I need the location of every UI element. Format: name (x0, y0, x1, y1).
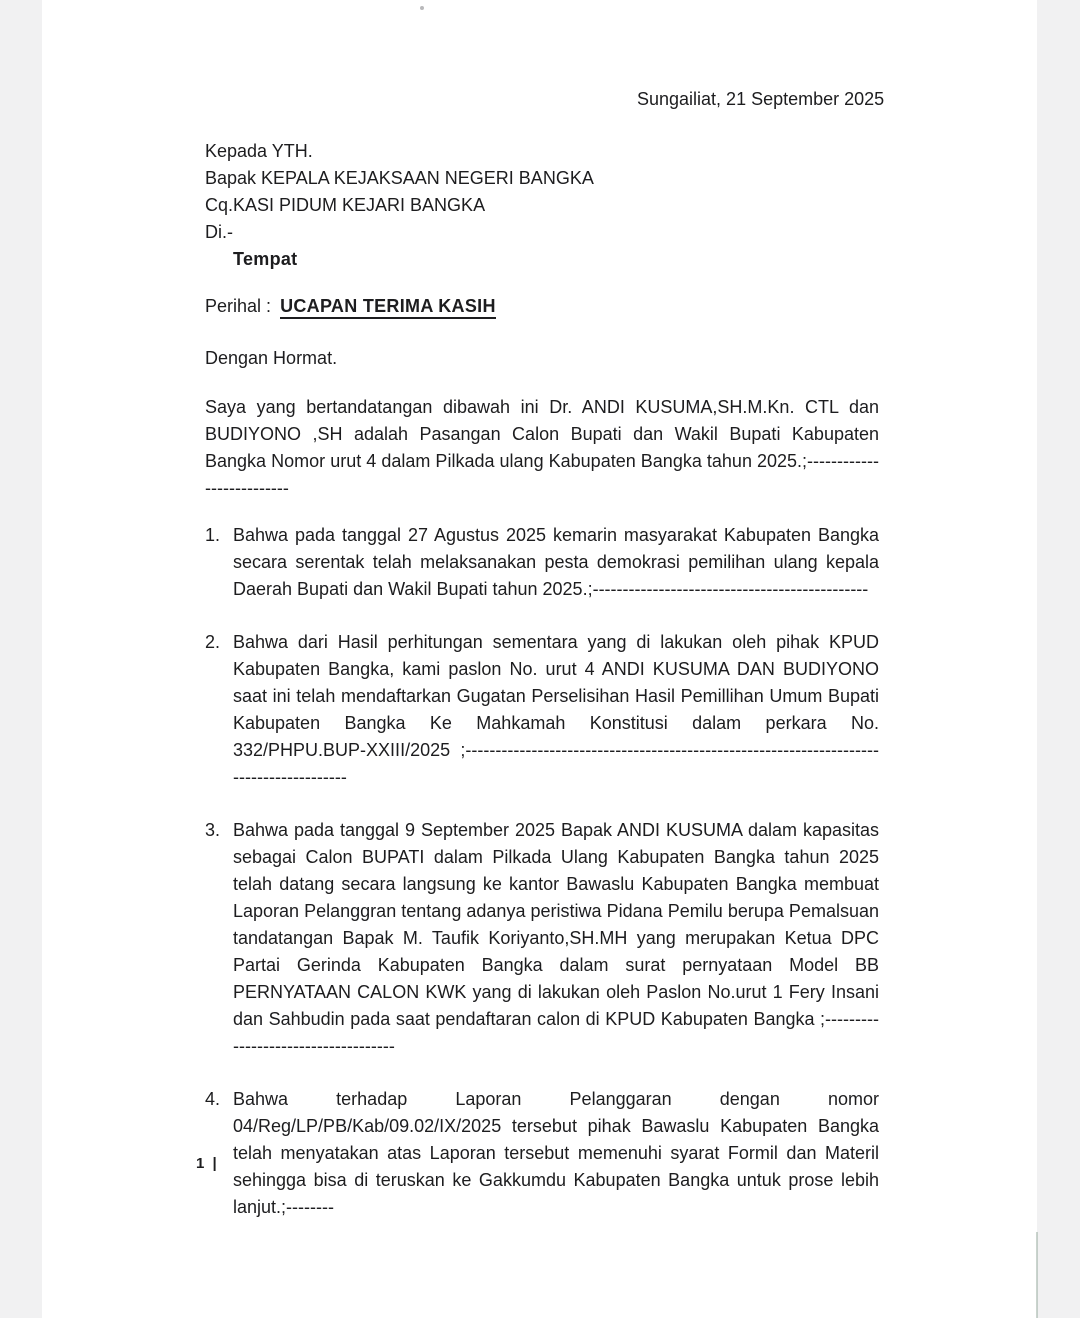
item-text: Bahwa dari Hasil perhitungan sementara yang di lakukan oleh pihak KPUD Kabupaten Bangka, kami paslon No. urut 4 ANDI KUSUMA DAN BUDIYONO saat ini telah mendaftarkan Gugatan Perselisihan Hasil Pemillihan Umum Bupati Kabupaten Bangka Ke Mahkamah Konstitusi dalam perkara No. 332/PHPU.BUP-XXIII/2025 ;---------------------------------------------------------------------------------------- (233, 632, 879, 787)
item-number: 4. (205, 1089, 221, 1109)
numbered-item-1 (205, 522, 879, 603)
recipient-name-line: Bapak KEPALA KEJAKSAAN NEGERI BANGKA (205, 168, 594, 188)
opening-paragraph: Saya yang bertandatangan dibawah ini Dr. ANDI KUSUMA,SH.M.Kn. CTL dan BUDIYONO ,SH adalah Pasangan Calon Bupati dan Wakil Bupati Kabupaten Bangka Nomor urut 4 dalam Pilkada ulang Kabupaten Bangka tahun 2025.;-------------------------- (205, 397, 879, 498)
scan-speck (420, 6, 424, 10)
salutation: Dengan Hormat. (205, 348, 338, 368)
recipient-place-line: Tempat (233, 249, 298, 269)
item-number: 2. (205, 632, 221, 652)
scan-edge-artifact (1036, 1232, 1038, 1318)
item-number: 1. (205, 525, 221, 545)
subject-value: UCAPAN TERIMA KASIH (280, 296, 496, 319)
item-text: Bahwa pada tanggal 27 Agustus 2025 kemarin masyarakat Kabupaten Bangka secara serentak telah melaksanakan pesta demokrasi pemilihan ulang kepala Daerah Bupati dan Wakil Bupati tahun 2025.;---------------------------------------------- (233, 525, 879, 599)
item-text: Bahwa pada tanggal 9 September 2025 Bapak ANDI KUSUMA dalam kapasitas sebagai Calon BUPATI dalam Pilkada Ulang Kabupaten Bangka tahun 2025 telah datang secara langsung ke kantor Bawaslu Kabupaten Bangka membuat Laporan Pelanggran tentang adanya peristiwa Pidana Pemilu berupa Pemalsuan tandatangan Bapak M. Taufik Koriyanto,SH.MH yang merupakan Ketua DPC Partai Gerinda Kabupaten Bangka dalam surat pernyataan Model BB PERNYATAAN CALON KWK yang di lakukan oleh Paslon No.urut 1 Fery Insani dan Sahbudin pada saat pendaftaran calon di KPUD Kabupaten Bangka ;------------------------------------ (233, 820, 879, 1056)
recipient-salutation-line: Kepada YTH. (205, 141, 313, 161)
recipient-cq-line: Cq.KASI PIDUM KEJARI BANGKA (205, 195, 486, 215)
item-number: 3. (205, 820, 221, 840)
item-text: Bahwa terhadap Laporan Pelanggaran dengan nomor 04/Reg/LP/PB/Kab/09.02/IX/2025 tersebut pihak Bawaslu Kabupaten Bangka telah menyatakan atas Laporan tersebut memenuhi syarat Formil dan Materil sehingga bisa di teruskan ke Gakkumdu Kabupaten Bangka untuk prose lebih lanjut.;-------- (233, 1089, 879, 1217)
subject-label: Perihal : (205, 296, 272, 316)
numbered-item-3 (205, 817, 879, 1060)
numbered-item-4 (205, 1086, 879, 1221)
numbered-item-2 (205, 629, 879, 791)
subject-line (205, 293, 879, 320)
page-number: 1 | (196, 1155, 219, 1172)
numbered-items (205, 522, 879, 1221)
date-line: Sungailiat, 21 September 2025 (637, 89, 885, 109)
recipient-di-line: Di.- (205, 222, 233, 242)
recipient-block (205, 138, 879, 273)
letter-page (42, 0, 1037, 1318)
